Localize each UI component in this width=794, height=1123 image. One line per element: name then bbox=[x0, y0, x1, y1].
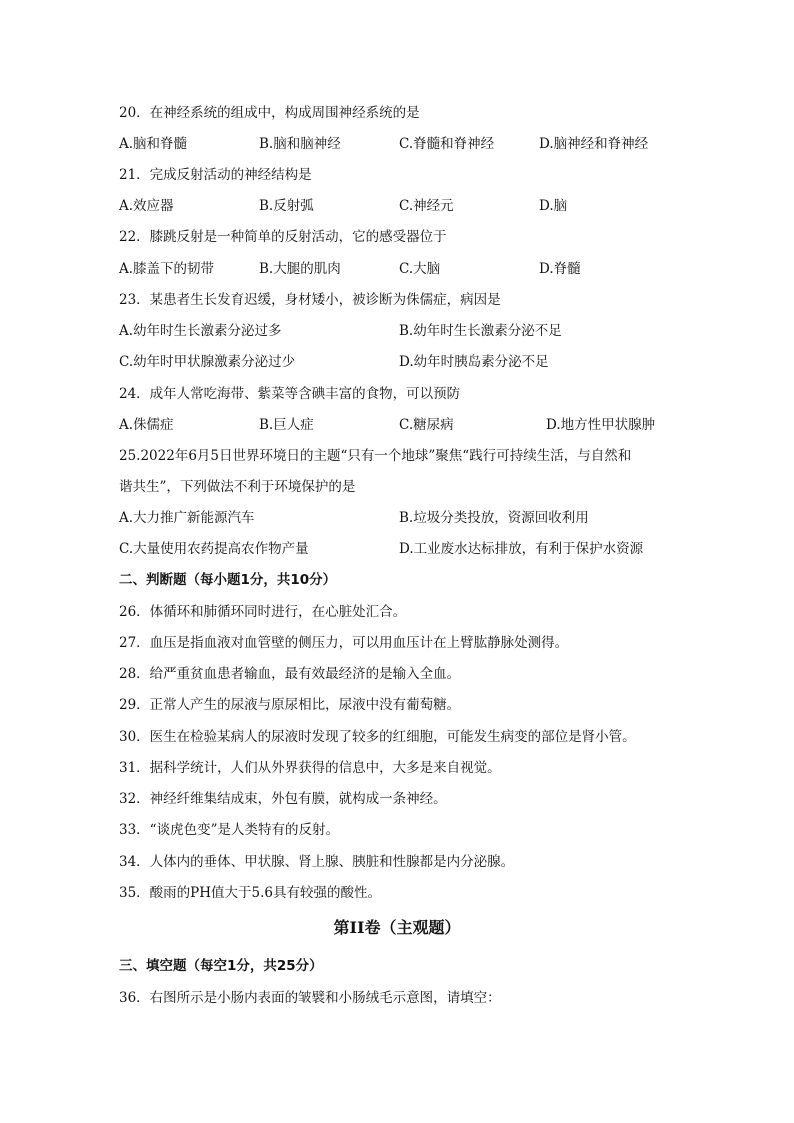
judgement-31: 31．据科学统计，人们从外界获得的信息中，大多是来自视觉。 bbox=[119, 760, 501, 776]
question-25-stem-line1: 25.2022年6月5日世界环境日的主题“只有一个地球”聚焦“践行可持续生活，与自然和 bbox=[119, 448, 632, 464]
question-25-stem-line2: 谐共生”，下列做法不利于环境保护的是 bbox=[119, 479, 356, 495]
question-23-option-c: C.幼年时甲状腺激素分泌过少 bbox=[119, 354, 296, 370]
judgement-26: 26．体循环和肺循环同时进行，在心脏处汇合。 bbox=[119, 604, 407, 620]
question-24-option-d: D.地方性甲状腺肿 bbox=[546, 417, 656, 433]
judgement-30: 30．医生在检验某病人的尿液时发现了较多的红细胞，可能发生病变的部位是肾小管。 bbox=[119, 729, 636, 745]
question-20-option-b: B.脑和脑神经 bbox=[259, 136, 341, 152]
question-23-option-a: A.幼年时生长激素分泌过多 bbox=[119, 323, 282, 339]
section-2-heading: 二、判断题（每小题1分，共10分） bbox=[119, 572, 337, 588]
judgement-28: 28．给严重贫血患者输血，最有效最经济的是输入全血。 bbox=[119, 666, 461, 682]
question-20-stem: 20．在神经系统的组成中，构成周围神经系统的是 bbox=[119, 105, 420, 121]
question-21-stem: 21．完成反射活动的神经结构是 bbox=[119, 167, 312, 183]
part-2-title: 第II卷（主观题） bbox=[333, 918, 461, 937]
judgement-33: 33．“谈虎色变”是人类特有的反射。 bbox=[119, 822, 339, 838]
section-3-heading: 三、填空题（每空1分，共25分） bbox=[119, 958, 323, 974]
question-22-option-d: D.脊髓 bbox=[539, 261, 581, 277]
question-24-option-a: A.侏儒症 bbox=[119, 417, 174, 433]
question-24-stem: 24．成年人常吃海带、紫菜等含碘丰富的食物，可以预防 bbox=[119, 386, 461, 402]
question-36-stem: 36．右图所示是小肠内表面的皱襞和小肠绒毛示意图，请填空： bbox=[119, 990, 501, 1006]
question-25-option-a: A.大力推广新能源汽车 bbox=[119, 510, 255, 526]
question-22-option-a: A.膝盖下的韧带 bbox=[119, 261, 215, 277]
judgement-32: 32．神经纤维集结成束，外包有膜，就构成一条神经。 bbox=[119, 791, 447, 807]
question-22-option-c: C.大脑 bbox=[399, 261, 441, 277]
question-25-option-d: D.工业废水达标排放，有利于保护水资源 bbox=[399, 541, 644, 557]
question-20-option-a: A.脑和脊髓 bbox=[119, 136, 188, 152]
judgement-29: 29．正常人产生的尿液与原尿相比，尿液中没有葡萄糖。 bbox=[119, 697, 461, 713]
question-23-stem: 23．某患者生长发育迟缓，身材矮小，被诊断为侏儒症，病因是 bbox=[119, 292, 501, 308]
question-20-option-d: D.脑神经和脊神经 bbox=[539, 136, 649, 152]
question-25-option-b: B.垃圾分类投放，资源回收利用 bbox=[399, 510, 589, 526]
question-21-option-d: D.脑 bbox=[539, 198, 568, 214]
question-24-option-b: B.巨人症 bbox=[259, 417, 314, 433]
question-23-option-d: D.幼年时胰岛素分泌不足 bbox=[399, 354, 549, 370]
question-21-option-a: A.效应器 bbox=[119, 198, 174, 214]
question-24-option-c: C.糖尿病 bbox=[399, 417, 454, 433]
question-21-option-b: B.反射弧 bbox=[259, 198, 314, 214]
judgement-35: 35．酸雨的PH值大于5.6具有较强的酸性。 bbox=[119, 885, 382, 901]
question-23-option-b: B.幼年时生长激素分泌不足 bbox=[399, 323, 562, 339]
judgement-27: 27．血压是指血液对血管壁的侧压力，可以用血压计在上臂肱静脉处测得。 bbox=[119, 635, 569, 651]
question-22-stem: 22．膝跳反射是一种简单的反射活动，它的感受器位于 bbox=[119, 229, 447, 245]
question-20-option-c: C.脊髓和脊神经 bbox=[399, 136, 495, 152]
question-25-option-c: C.大量使用农药提高农作物产量 bbox=[119, 541, 309, 557]
question-22-option-b: B.大腿的肌肉 bbox=[259, 261, 341, 277]
judgement-34: 34．人体内的垂体、甲状腺、肾上腺、胰脏和性腺都是内分泌腺。 bbox=[119, 854, 515, 870]
question-21-option-c: C.神经元 bbox=[399, 198, 454, 214]
